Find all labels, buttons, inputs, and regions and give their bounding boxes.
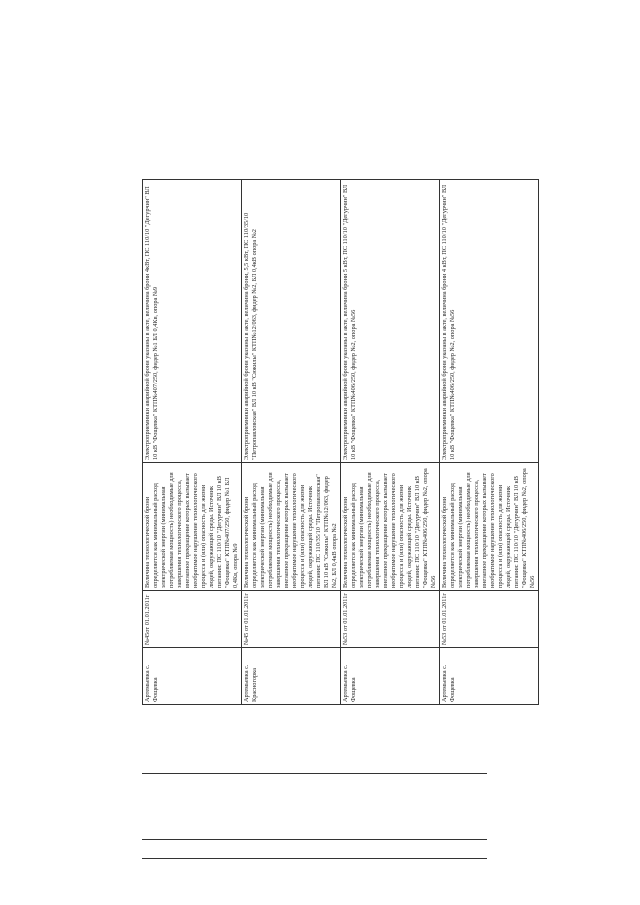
reserve-table bbox=[142, 179, 539, 705]
cell-location: Артемьевка с. Фощевка bbox=[440, 648, 539, 705]
table-row bbox=[341, 180, 440, 705]
cell-act-number: №53 от 01.01.2011г bbox=[440, 591, 539, 648]
cell-act-number: №53 от 01.01.2011г bbox=[341, 591, 440, 648]
cell-tech-reserve: Величина технологической брони определяется как минимальный расход электрической энергии (минимальная потребляемая мощность) необходимые для завершения технологического процесса, внезапное прекращение которых вызывает необратимое нарушение технологического процесса и (или) опасность для жизни людей, окружающей среды. Источник питания: ПС 110/10 "Дегурчин" ВЛ 10 кВ "Фощевка" КТП№406/250, фидер №2, опора №56 bbox=[341, 463, 440, 591]
cell-emergency-reserve: Электроприемники аварийной брони указаны в акте, величина брони 4кВт, ПС 110/10 "Дегурчин" ВЛ 10 кВ "Фощевка" КТП№407/250, фидер №1 БЛ 0,4Кв, опора №9 bbox=[143, 180, 242, 463]
cell-location: Артемьевка с. Красногорка bbox=[242, 648, 341, 705]
table-row bbox=[242, 180, 341, 705]
cell-emergency-reserve: Электроприемники аварийной брони указаны в акте, величина брони, 5,5 кВт, ПС 110/35/10 "Петропавловская" ВЛ 10 кВ "Сюкилы" КТП№12/063, фидер №2, БЛ 0,4кВ опора №2 bbox=[242, 180, 341, 463]
cell-location: Артемьевка с. Фощевка bbox=[143, 648, 242, 705]
horizontal-rule bbox=[142, 773, 487, 774]
cell-tech-reserve: Величина технологической брони определяется как минимальный расход электрической энергии (минимальная потребляемая мощность) необходимые для завершения технологического процесса, внезапное прекращение которых вызывает необратимое нарушение технологического процесса и (или) опасность для жизни людей, окружающей среды. Источник питания: ПС 110/10 "Дегурчин" ВЛ 10 кВ "Фощевка" КТП№407/250, фидер №1 БЛ 0,4Кв, опора №9 bbox=[143, 463, 242, 591]
rotated-table-region bbox=[142, 180, 536, 705]
cell-emergency-reserve: Электроприемники аварийной брони указаны в акте, величина брони 4 кВт, ПС 110/10 "Дегурчин" ВЛ 10 кВ "Фощевка" КТП№406/250, фидер №2, опора №56 bbox=[440, 180, 539, 463]
cell-act-number: №45 от 01.01.2011г bbox=[242, 591, 341, 648]
cell-location: Артемьевка с. Фощевка bbox=[341, 648, 440, 705]
cell-emergency-reserve: Электроприемники аварийной брони указаны в акте, величина брони 5 кВт, ПС 110/10 "Дегурчин" ВЛ 10 кВ "Фощевка" КТП№406/250, фидер №2, опора №56 bbox=[341, 180, 440, 463]
cell-tech-reserve: Величина технологической брони определяется как минимальный расход электрической энергии (минимальная потребляемая мощность) необходимые для завершения технологического процесса, внезапное прекращение которых вызывает необратимое нарушение технологического процесса и (или) опасность для жизни людей, окружающей среды. Источник питания: ПС 110/10 "Дегурчин" ВЛ 10 кВ "Фощевка" КТП№406/250, фидер №2, опора №56 bbox=[440, 463, 539, 591]
cell-act-number: №45от 01.01.2011г bbox=[143, 591, 242, 648]
table-row bbox=[143, 180, 242, 705]
cell-tech-reserve: Величина технологической брони определяется как минимальный расход электрической энергии (минимальная потребляемая мощность) необходимые для завершения технологического процесса, внезапное прекращение которых вызывает необратимое нарушение технологического процесса и (или) опасность для жизни людей, окружающей среды. Источник питания: ПС 110/35/10 "Петропавловская" ВЛ 10 кВ "Сюкилы" КТП№12/063, фидер №2, БЛ 0,4кВ опора №2 bbox=[242, 463, 341, 591]
horizontal-rule bbox=[142, 858, 487, 859]
table-row bbox=[440, 180, 539, 705]
rotated-table-container bbox=[142, 180, 536, 705]
horizontal-rule bbox=[142, 839, 487, 840]
